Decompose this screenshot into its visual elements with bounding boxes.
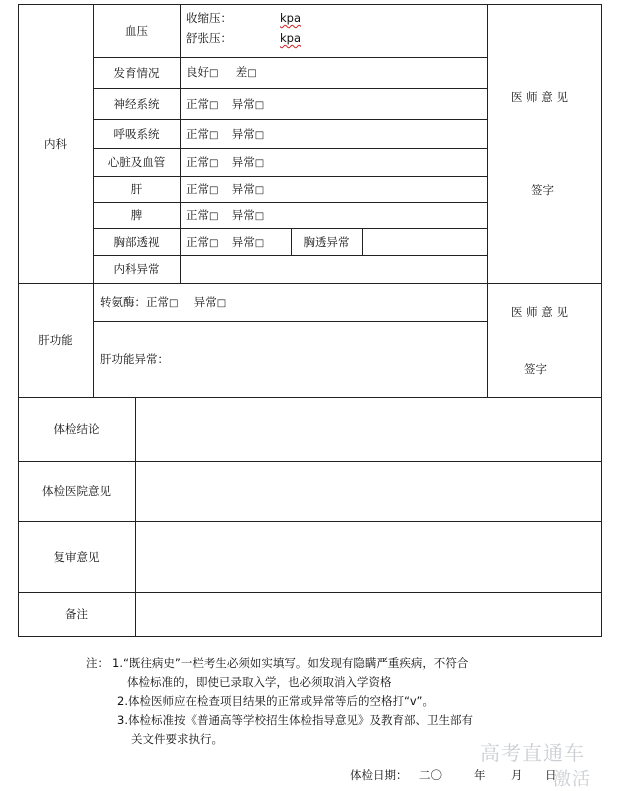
note-1: 1.“既往病史”一栏考生必须如实填写。如发现有隐瞒严重疾病，不符合 <box>112 656 469 670</box>
medical-signature-label: 签字 <box>531 183 554 197</box>
development-label: 发育情况 <box>113 65 160 80</box>
liver-doctor-opinion: 医 师 意 见 <box>511 305 568 319</box>
development-options <box>186 65 257 81</box>
exam-date-day: 日 <box>545 768 557 782</box>
transaminase-abnormal-label: 异常 <box>193 295 217 309</box>
systolic-unit: kpa <box>280 11 302 25</box>
note-3: 3.体检标准按《普通高等学校招生体检指导意见》及教育部、卫生部有 <box>117 713 473 727</box>
liver-abnormal-label: 肝功能异常： <box>100 352 169 366</box>
respiratory-normal-label: 正常 <box>186 127 209 141</box>
chest-xray-abnormal-field[interactable] <box>362 228 487 255</box>
nervous-normal-checkbox[interactable]: □ <box>209 100 219 111</box>
exam-conclusion-label: 体检结论 <box>53 422 100 436</box>
respiratory-options <box>186 127 264 143</box>
liver-organ-label: 肝 <box>130 182 143 196</box>
spleen-normal-checkbox[interactable]: □ <box>209 211 219 222</box>
chest-xray-label: 胸部透视 <box>113 234 160 249</box>
respiratory-abnormal-checkbox[interactable]: □ <box>254 130 265 141</box>
transaminase-row <box>100 295 226 311</box>
chest-normal-label: 正常 <box>186 235 209 249</box>
chest-xray-options <box>186 235 264 251</box>
heart-options <box>186 155 264 171</box>
chest-abnormal-checkbox[interactable]: □ <box>254 238 265 249</box>
medical-doctor-opinion: 医 师 意 见 <box>511 90 568 104</box>
nervous-abnormal-label: 异常 <box>231 97 255 111</box>
exam-date-month: 月 <box>511 768 523 782</box>
respiratory-system-label: 呼吸系统 <box>113 126 160 141</box>
liver-signature-label: 签字 <box>524 362 547 376</box>
hospital-opinion-field[interactable] <box>136 461 601 521</box>
internal-abnormal-field[interactable] <box>180 255 487 283</box>
respiratory-abnormal-label: 异常 <box>231 127 255 141</box>
exam-date-label: 体检日期： <box>350 768 408 782</box>
heart-vessels-label: 心脏及血管 <box>107 155 166 169</box>
note-2: 2.体检医师应在检查项目结果的正常或异常等后的空格打“v”。 <box>117 694 434 708</box>
liver-organ-normal-label: 正常 <box>186 182 209 196</box>
spleen-normal-label: 正常 <box>186 208 209 222</box>
remarks-label: 备注 <box>65 607 88 621</box>
development-good-label: 良好 <box>186 65 209 79</box>
nervous-normal-label: 正常 <box>186 97 209 111</box>
development-poor-checkbox[interactable]: □ <box>247 68 257 79</box>
watermark-text: 高考直通车 <box>480 741 585 765</box>
exam-date-prefix: 二〇 <box>419 768 442 782</box>
heart-normal-checkbox[interactable]: □ <box>209 158 219 169</box>
exam-conclusion-field[interactable] <box>136 397 601 461</box>
respiratory-normal-checkbox[interactable]: □ <box>209 130 219 141</box>
liver-organ-abnormal-label: 异常 <box>231 182 255 196</box>
watermark-partial: 激活 <box>553 769 591 790</box>
liver-organ-normal-checkbox[interactable]: □ <box>209 185 219 196</box>
nervous-system-label: 神经系统 <box>113 96 160 111</box>
exam-date-year: 年 <box>474 768 486 782</box>
note-3-continued: 关文件要求执行。 <box>131 732 223 746</box>
heart-abnormal-checkbox[interactable]: □ <box>254 158 265 169</box>
nervous-abnormal-checkbox[interactable]: □ <box>254 100 265 111</box>
heart-abnormal-label: 异常 <box>231 155 255 169</box>
chest-xray-abnormal-label: 胸透异常 <box>303 234 350 249</box>
spleen-abnormal-checkbox[interactable]: □ <box>254 211 265 222</box>
liver-function-label: 肝功能 <box>38 333 73 347</box>
medical-section-label: 内科 <box>44 136 67 151</box>
internal-abnormal-label: 内科异常 <box>113 262 160 276</box>
transaminase-normal-label: 正常 <box>146 295 169 309</box>
diastolic-unit: kpa <box>280 31 302 45</box>
transaminase-normal-checkbox[interactable]: □ <box>169 298 179 309</box>
spleen-label: 脾 <box>130 208 143 222</box>
blood-pressure-label: 血压 <box>125 23 148 38</box>
remarks-field[interactable] <box>136 592 601 636</box>
hospital-opinion-label: 体检医院意见 <box>42 484 111 498</box>
spleen-options <box>186 208 264 224</box>
nervous-system-options <box>186 97 264 113</box>
liver-organ-abnormal-checkbox[interactable]: □ <box>254 185 265 196</box>
notes-prefix: 注： <box>86 656 109 670</box>
review-opinion-field[interactable] <box>136 521 601 592</box>
spleen-abnormal-label: 异常 <box>231 208 255 222</box>
heart-normal-label: 正常 <box>186 155 209 169</box>
chest-normal-checkbox[interactable]: □ <box>209 238 219 249</box>
development-good-checkbox[interactable]: □ <box>209 68 219 79</box>
review-opinion-label: 复审意见 <box>53 549 100 564</box>
systolic-label: 收缩压： <box>186 11 232 25</box>
liver-organ-options <box>186 182 264 198</box>
development-poor-label: 差 <box>235 65 248 79</box>
note-1-continued: 体检标准的，即使已录取入学，也必须取消入学资格 <box>127 675 392 689</box>
transaminase-abnormal-checkbox[interactable]: □ <box>216 298 227 309</box>
transaminase-label: 转氨酶： <box>100 295 146 309</box>
diastolic-label: 舒张压： <box>186 31 232 45</box>
chest-abnormal-label: 异常 <box>231 235 255 249</box>
